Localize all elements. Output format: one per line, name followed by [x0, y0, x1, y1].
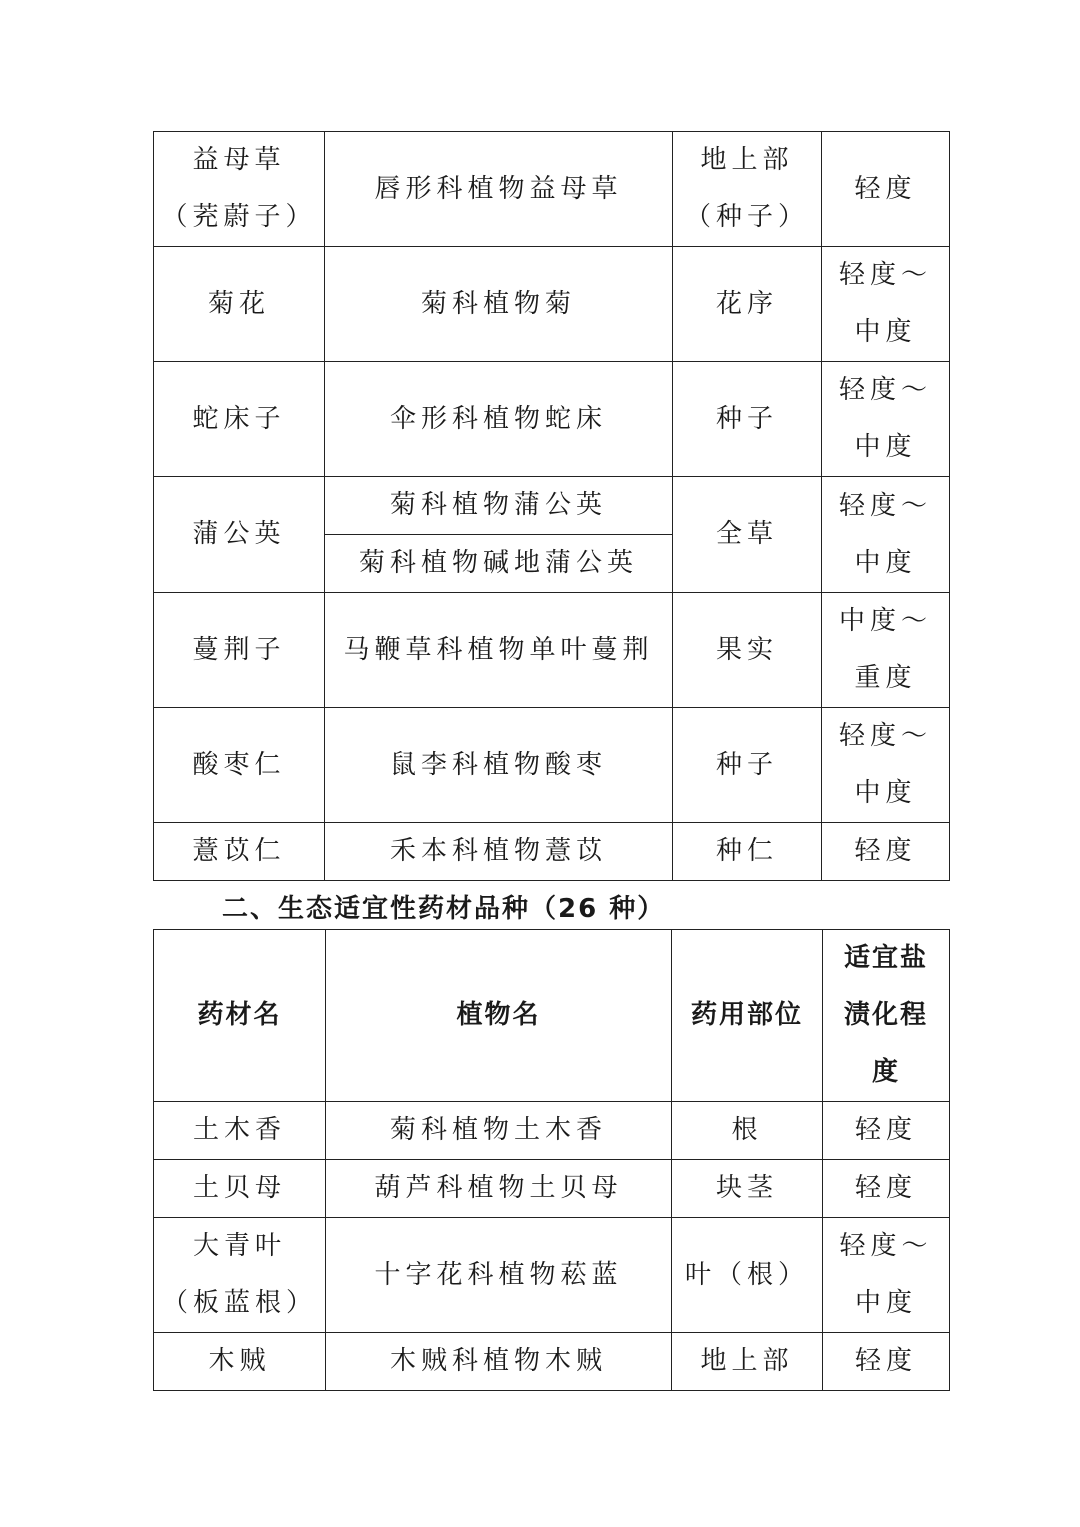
medicinal-part-cell: 地上部	[672, 1333, 823, 1391]
table-row	[154, 593, 950, 708]
herb-name-cell: 酸枣仁	[154, 708, 325, 823]
herb-name-cell: 益母草 （茺蔚子）	[154, 132, 325, 247]
table-row	[154, 477, 950, 535]
table-row	[154, 823, 950, 881]
table-row	[154, 132, 950, 247]
salinity-degree-cell: 轻度	[823, 1102, 950, 1160]
salinity-degree-cell: 轻度	[823, 1160, 950, 1218]
table-row	[154, 1160, 950, 1218]
plant-name-cell: 木贼科植物木贼	[326, 1333, 672, 1391]
herb-table-part1	[153, 131, 950, 881]
salinity-degree-cell: 轻度～ 中度	[822, 247, 950, 362]
medicinal-part-cell: 根	[672, 1102, 823, 1160]
plant-name-cell: 菊科植物碱地蒲公英	[325, 535, 673, 593]
salinity-degree-cell: 轻度～ 中度	[822, 477, 950, 593]
table-row	[154, 708, 950, 823]
medicinal-part-cell: 种子	[673, 708, 822, 823]
salinity-degree-cell: 中度～ 重度	[822, 593, 950, 708]
table-row	[154, 1218, 950, 1333]
table-row	[154, 247, 950, 362]
plant-name-cell: 菊科植物土木香	[326, 1102, 672, 1160]
section-heading: 二、生态适宜性药材品种（26 种）	[222, 894, 666, 924]
column-header-salinity-degree: 适宜盐 渍化程 度	[823, 930, 950, 1102]
salinity-degree-cell: 轻度～ 中度	[822, 362, 950, 477]
herb-name-cell: 木贼	[154, 1333, 326, 1391]
column-header-herb-name: 药材名	[154, 930, 326, 1102]
plant-name-cell: 唇形科植物益母草	[325, 132, 673, 247]
table-row	[154, 1333, 950, 1391]
medicinal-part-cell: 块茎	[672, 1160, 823, 1218]
herb-name-cell: 土木香	[154, 1102, 326, 1160]
plant-name-cell: 伞形科植物蛇床	[325, 362, 673, 477]
medicinal-part-cell: 叶（根）	[672, 1218, 823, 1333]
salinity-degree-cell: 轻度	[822, 823, 950, 881]
plant-name-cell: 禾本科植物薏苡	[325, 823, 673, 881]
medicinal-part-cell: 种仁	[673, 823, 822, 881]
medicinal-part-cell: 果实	[673, 593, 822, 708]
plant-name-cell: 十字花科植物菘蓝	[326, 1218, 672, 1333]
salinity-degree-cell: 轻度～ 中度	[822, 708, 950, 823]
medicinal-part-cell: 全草	[673, 477, 822, 593]
plant-name-cell: 鼠李科植物酸枣	[325, 708, 673, 823]
table-row	[154, 362, 950, 477]
plant-name-cell: 菊科植物菊	[325, 247, 673, 362]
salinity-degree-cell: 轻度～ 中度	[823, 1218, 950, 1333]
herb-name-cell: 土贝母	[154, 1160, 326, 1218]
plant-name-cell: 马鞭草科植物单叶蔓荆	[325, 593, 673, 708]
medicinal-part-cell: 种子	[673, 362, 822, 477]
medicinal-part-cell: 花序	[673, 247, 822, 362]
column-header-medicinal-part: 药用部位	[672, 930, 823, 1102]
herb-name-cell: 蔓荆子	[154, 593, 325, 708]
table-header-row	[154, 930, 950, 1102]
table-row	[154, 1102, 950, 1160]
herb-name-cell: 蒲公英	[154, 477, 325, 593]
salinity-degree-cell: 轻度	[823, 1333, 950, 1391]
herb-name-cell: 薏苡仁	[154, 823, 325, 881]
medicinal-part-cell: 地上部 （种子）	[673, 132, 822, 247]
column-header-plant-name: 植物名	[326, 930, 672, 1102]
herb-name-cell: 大青叶 （板蓝根）	[154, 1218, 326, 1333]
herb-name-cell: 蛇床子	[154, 362, 325, 477]
plant-name-cell: 葫芦科植物土贝母	[326, 1160, 672, 1218]
plant-name-cell: 菊科植物蒲公英	[325, 477, 673, 535]
herb-name-cell: 菊花	[154, 247, 325, 362]
salinity-degree-cell: 轻度	[822, 132, 950, 247]
herb-table-ecological	[153, 929, 950, 1391]
